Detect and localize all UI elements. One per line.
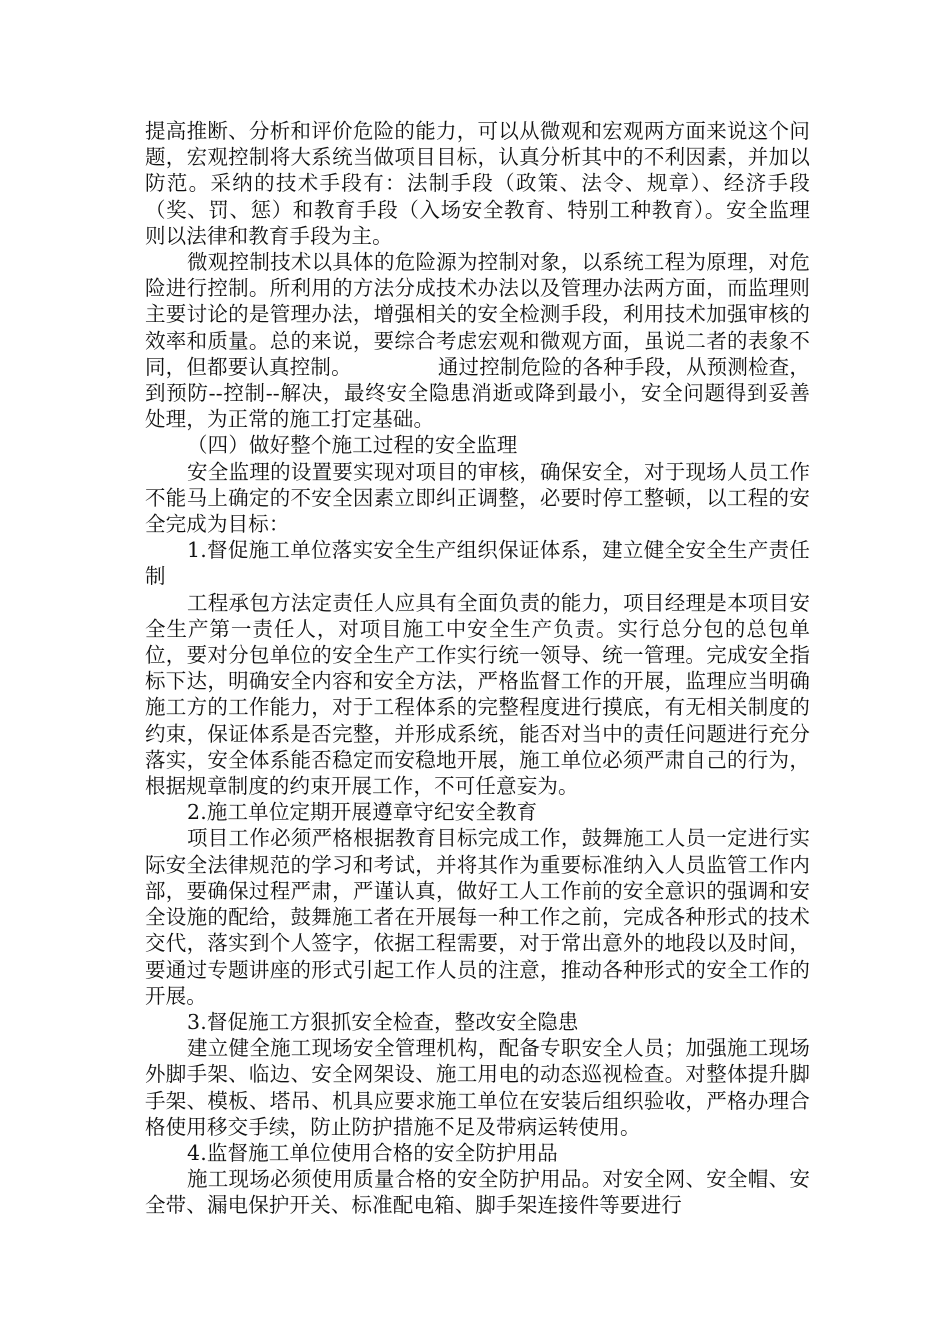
subheading-2: 2.施工单位定期开展遵章守纪安全教育 [187, 800, 538, 825]
subheading-4: 4.监督施工单位使用合格的安全防护用品 [187, 1140, 558, 1165]
subheading-3: 3.督促施工方狠抓安全检查，整改安全隐患 [187, 1009, 579, 1034]
paragraph-protective-equipment: 施工现场必须使用质量合格的安全防护用品。对安全网、安全帽、安全带、漏电保护开关、标准配电箱、脚手架连接件等要进行 [145, 1167, 810, 1218]
paragraph-micro-control-text: 微观控制技术以具体的危险源为控制对象，以系统工程为原理，对危险进行控制。所利用的方法分成技术办法以及管理办法两方面，而监理则主要讨论的是管理办法，增强相关的安全检测手段，利用技术加强审核的效率和质量。总的来说，要综合考虑宏观和微观方面，虽说二者的表象不同，但都要认真控制。 [145, 250, 810, 379]
paragraph-macro-control: 提高推断、分析和评价危险的能力，可以从微观和宏观两方面来说这个问题，宏观控制将大系统当做项目目标，认真分析其中的不利因素，并加以防范。采纳的技术手段有：法制手段（政策、法令、规章）、经济手段（奖、罚、惩）和教育手段（入场安全教育、特别工种教育）。安全监理则以法律和教育手段为主。 [145, 119, 810, 248]
paragraph-safety-supervision-goal: 安全监理的设置要实现对项目的审核，确保安全，对于现场人员工作不能马上确定的不安全因素立即纠正调整，必要时停工整顿，以工程的安全完成为目标： [145, 459, 810, 537]
paragraph-responsibility: 工程承包方法定责任人应具有全面负责的能力，项目经理是本项目安全生产第一责任人，对项目施工中安全生产负责。实行总分包的总包单位，要对分包单位的安全生产工作实行统一领导、统一管理。完成安全指标下达，明确安全内容和安全方法，严格监督工作的开展，监理应当明确施工方的工作能力，对于工程体系的完整程度进行摸底，有无相关制度的约束，保证体系是否完整，并形成系统，能否对当中的责任问题进行充分落实，安全体系能否稳定而安稳地开展，施工单位必须严肃自己的行为，根据规章制度的约束开展工作，不可任意妄为。 [145, 590, 810, 799]
document-body [145, 118, 810, 1219]
subheading-1: 1.督促施工单位落实安全生产组织保证体系，建立健全安全生产责任制 [145, 538, 810, 589]
paragraph-control-means-text: 通过控制危险的各种手段，从预测检查，到预防--控制--解决，最终安全隐患消逝或降到最小，安全问题得到妥善处理，为正常的施工打定基础。 [145, 354, 811, 432]
paragraph-micro-control [145, 249, 810, 432]
section-heading-4: （四）做好整个施工过程的安全监理 [187, 433, 518, 458]
paragraph-safety-inspection: 建立健全施工现场安全管理机构，配备专职安全人员；加强施工现场外脚手架、临边、安全网架设、施工用电的动态巡视检查。对整体提升脚手架、模板、塔吊、机具应要求施工单位在安装后组织验收，严格办理合格使用移交手续，防止防护措施不足及带病运转使用。 [145, 1036, 810, 1139]
paragraph-safety-education: 项目工作必须严格根据教育目标完成工作，鼓舞施工人员一定进行实际安全法律规范的学习和考试，并将其作为重要标准纳入人员监管工作内部，要确保过程严肃，严谨认真，做好工人工作前的安全意识的强调和安全设施的配给，鼓舞施工者在开展每一种工作之前，完成各种形式的技术交代，落实到个人签字，依据工程需要，对于常出意外的地段以及时间，要通过专题讲座的形式引起工作人员的注意，推动各种形式的安全工作的开展。 [145, 826, 810, 1008]
